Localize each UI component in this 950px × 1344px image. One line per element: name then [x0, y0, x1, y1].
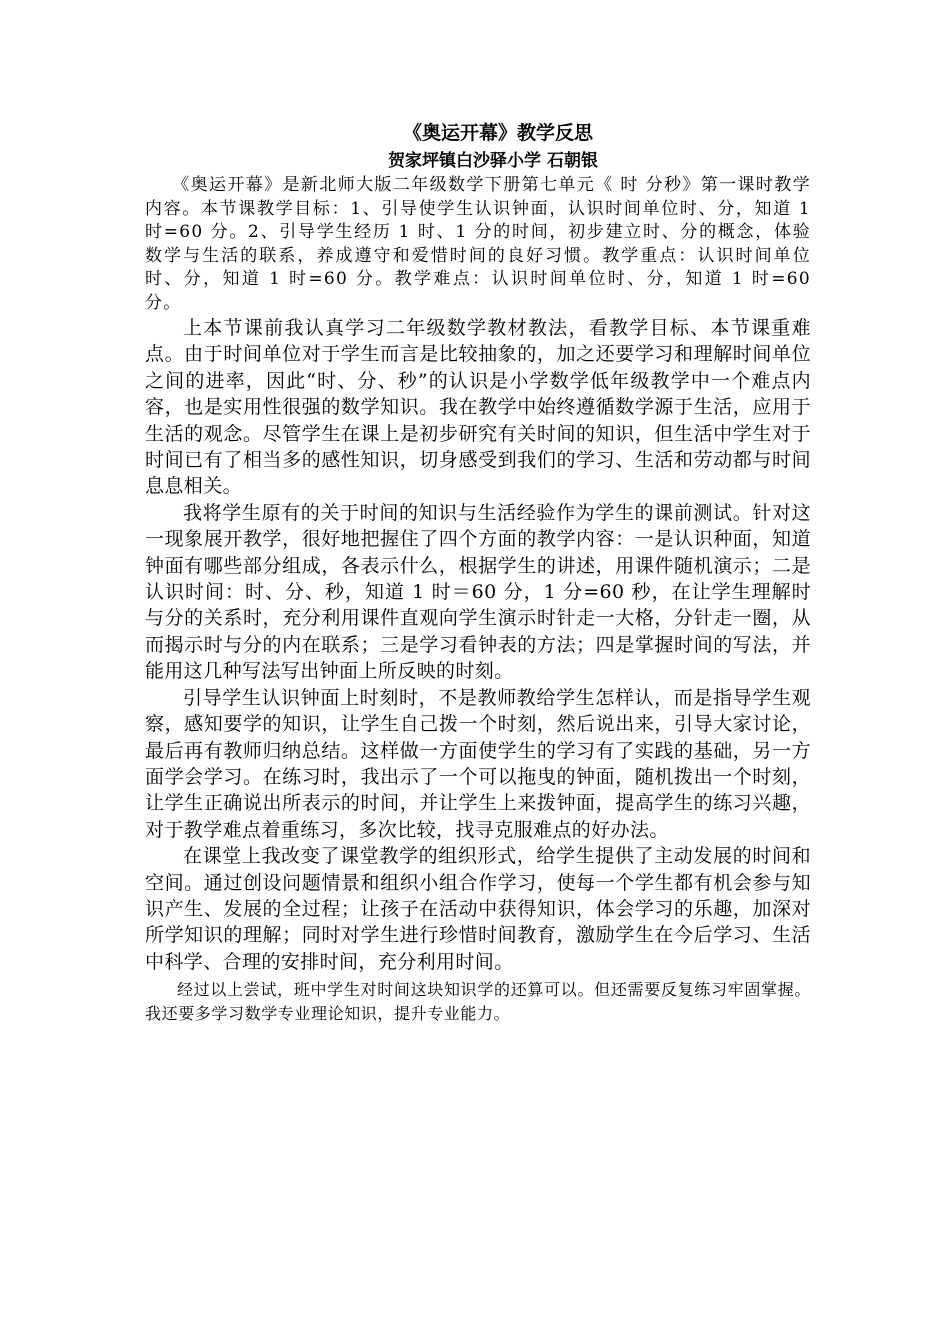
paragraph-conclusion: 经过以上尝试，班中学生对时间这块知识学的还算可以。但还需要反复练习牢固掌握。我还要多学习数学专业理论知识，提升专业能力。	[145, 980, 811, 1024]
paragraph-content: 我将学生原有的关于时间的知识与生活经验作为学生的课前测试。针对这一现象展开教学，很好地把握住了四个方面的教学内容：一是认识种面，知道钟面有哪些部分组成，各表示什么，根据学生的讲述，用课件随机演示；二是认识时间：时、分、秒，知道 1 时＝60 分，1 分=60 秒，在让学生理解时与分的关系时，充分利用课件直观向学生演示时针走一大格，分针走一圈，从而揭示时与分的内在联系；三是学习看钟表的方法；四是掌握时间的写法，并能用这几种写法写出钟面上所反映的时刻。	[145, 501, 811, 683]
paragraph-intro: 《奥运开幕》是新北师大版二年级数学下册第七单元《 时 分秒》第一课时教学内容。本节课教学目标：1、引导使学生认识钟面，认识时间单位时、分，知道 1 时=60 分。2、引导学生经历 1 时、1 分的时间，初步建立时、分的概念，体验数学与生活的联系，养成遵守和爱惜时间的良好习惯。教学重点：认识时间单位时、分，知道 1 时=60 分。教学难点：认识时间单位时、分，知道 1 时=60 分。	[145, 175, 811, 313]
paragraph-organization: 在课堂上我改变了课堂教学的组织形式，给学生提供了主动发展的时间和空间。通过创设问题情景和组织小组合作学习，使每一个学生都有机会参与知识产生、发展的全过程；让孩子在活动中获得知识，体会学习的乐趣，加深对所学知识的理解；同时对学生进行珍惜时间教育，激励学生在今后学习、生活中科学、合理的安排时间，充分利用时间。	[145, 845, 811, 973]
document-page	[145, 118, 811, 1026]
paragraph-preparation: 上本节课前我认真学习二年级数学教材教法，看教学目标、本节课重难点。由于时间单位对于学生而言是比较抽象的，加之还要学习和理解时间单位之间的进率，因此“时、分、秒”的认识是小学数学低年级教学中一个难点内容，也是实用性很强的数学知识。我在教学中始终遵循数学源于生活，应用于生活的观念。尽管学生在课上是初步研究有关时间的知识，但生活中学生对于时间已有了相当多的感性知识，切身感受到我们的学习、生活和劳动都与时间息息相关。	[145, 317, 811, 498]
document-author: 贺家坪镇白沙驿小学 石朝银	[388, 151, 598, 171]
paragraph-guidance: 引导学生认识钟面上时刻时，不是教师教给学生怎样认，而是指导学生观察，感知要学的知识，让学生自己拨一个时刻，然后说出来，引导大家讨论，最后再有教师归纳总结。这样做一方面使学生的学习有了实践的基础，另一方面学会学习。在练习时，我出示了一个可以拖曳的钟面，随机拨出一个时刻，让学生正确说出所表示的时间，并让学生上来拨钟面，提高学生的练习兴趣，对于教学难点着重练习，多次比较，找寻克服难点的好办法。	[145, 686, 811, 841]
document-title: 《奥运开幕》教学反思	[402, 122, 593, 144]
